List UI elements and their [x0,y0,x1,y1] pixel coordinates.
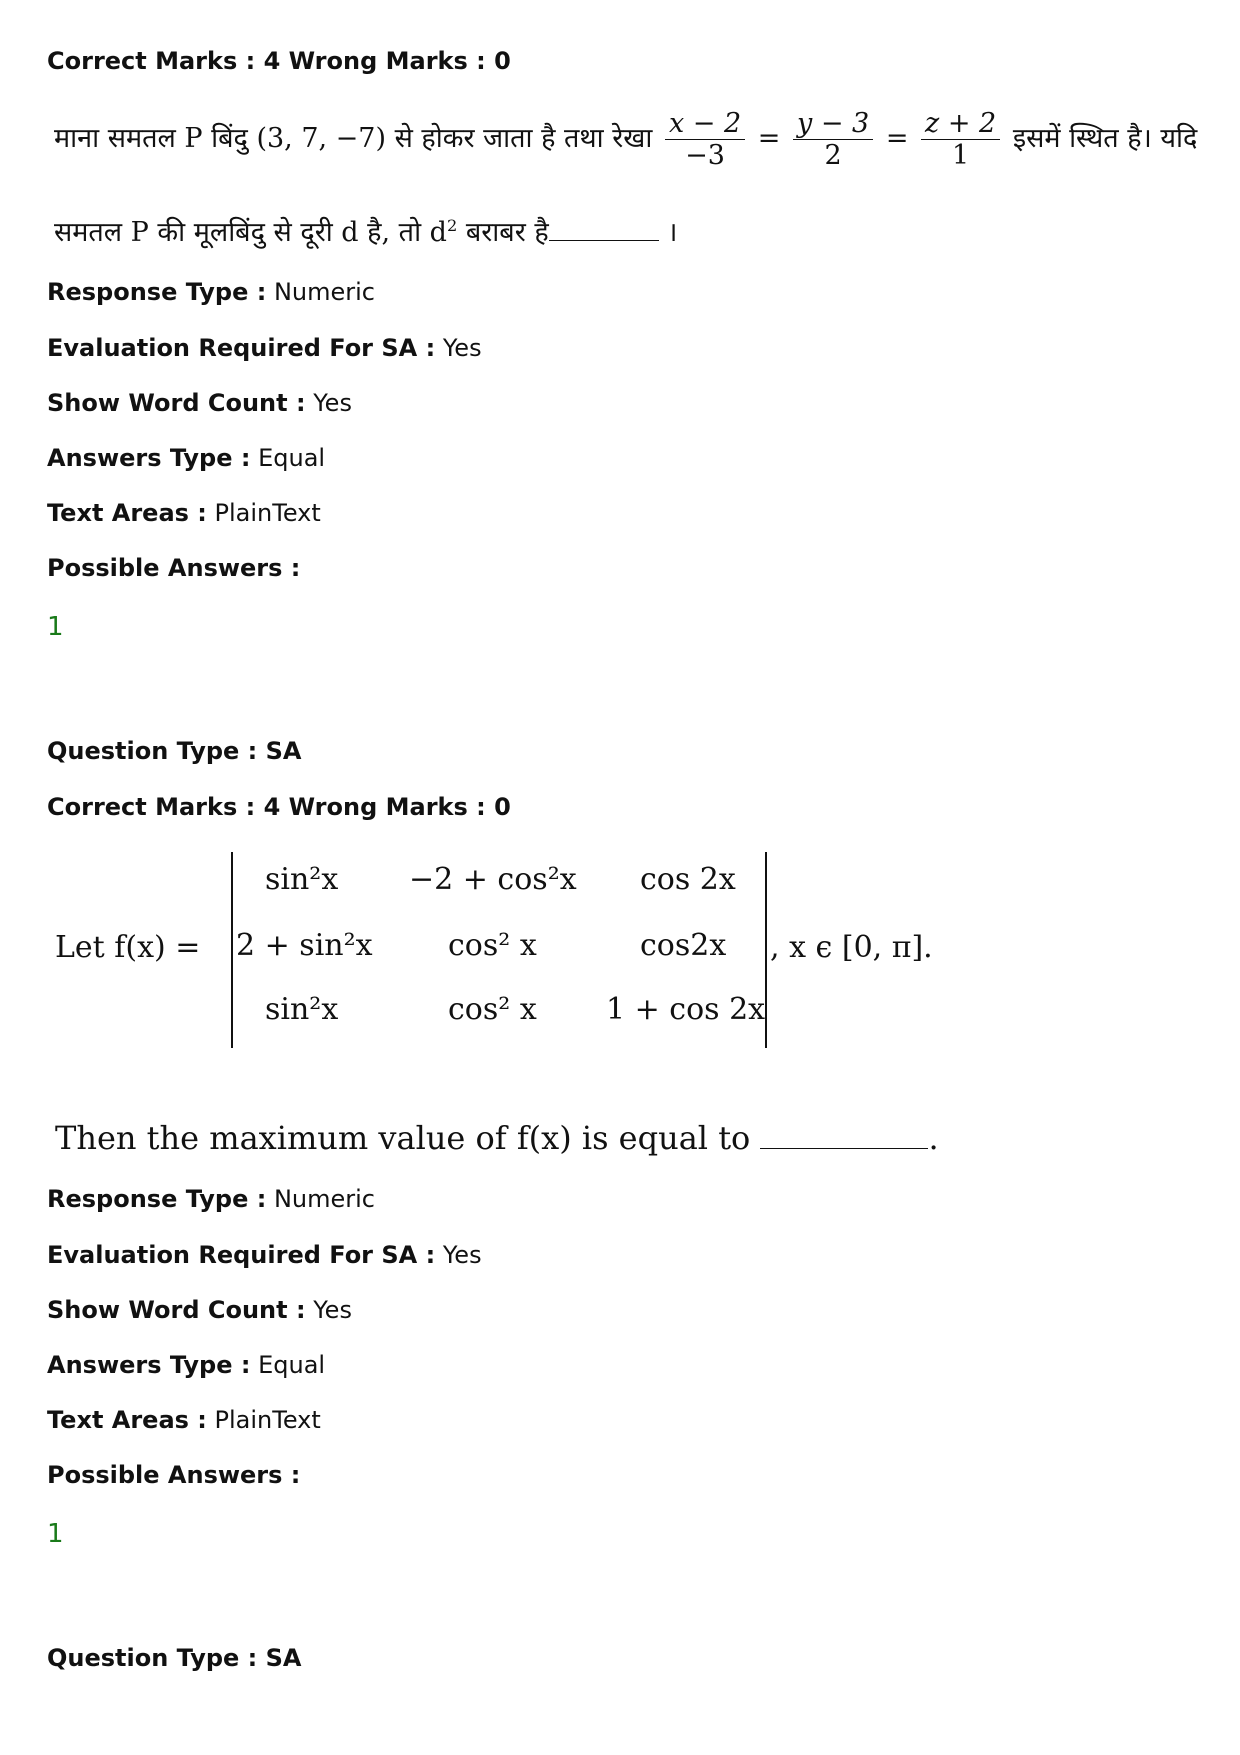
q1-fraction-y: $\frac{y - 3}{2}$ [793,108,873,171]
matrix-cell: sin²x [265,992,339,1027]
determinant-right-bar [765,852,767,1048]
q2-answer-blank [760,1144,928,1149]
q1-fraction-z: $\frac{z + 2}{1}$ [921,108,1000,171]
q2-text-areas: Text Areas : PlainText [47,1406,321,1434]
q1-answers-type: Answers Type : Equal [47,444,326,472]
matrix-cell: cos² x [448,992,537,1027]
q3-question-type: Question Type : SA [47,1644,302,1672]
q1-answer-blank [549,236,659,241]
q1-text-areas: Text Areas : PlainText [47,499,321,527]
q2-question-type: Question Type : SA [47,737,302,765]
matrix-cell: 2 + sin²x [236,928,373,963]
q1-response-type: Response Type : Numeric [47,278,375,306]
matrix-cell: 1 + cos 2x [606,992,766,1027]
q1-word-count: Show Word Count : Yes [47,389,352,417]
q1-fraction-x: $\frac{x - 2}{-3}$ [665,108,745,171]
q2-possible-answers: Possible Answers : [47,1461,301,1489]
q2-question-text: Then the maximum value of f(x) is equal to . [55,1119,939,1157]
q1-statement-line1: माना समतल P बिंदु (3, 7, −7) से होकर जाता है तथा रेखा $\frac{x - 2}{-3}$ = $\frac{y - 3}{2}$ = $\frac{z + 2}{1}$ इसमें स्थित है। यदि [54,108,1198,171]
q2-word-count: Show Word Count : Yes [47,1296,352,1324]
q1-statement-line2: समतल P की मूलबिंदु से दूरी d है, तो $d^2$ बराबर है । [54,216,678,248]
q1-possible-answers: Possible Answers : [47,554,301,582]
q2-evaluation: Evaluation Required For SA : Yes [47,1241,482,1269]
q2-domain: , x ϵ [0, π]. [770,930,933,965]
q2-response-type: Response Type : Numeric [47,1185,375,1213]
matrix-cell: −2 + cos²x [409,862,577,897]
matrix-cell: cos 2x [640,862,736,897]
q2-answer-value: 1 [47,1519,64,1549]
q2-marks: Correct Marks : 4 Wrong Marks : 0 [47,793,511,821]
q2-answers-type: Answers Type : Equal [47,1351,326,1379]
q2-let-label: Let f(x) = [55,930,201,965]
matrix-cell: cos2x [640,928,727,963]
matrix-cell: sin²x [265,862,339,897]
q1-marks: Correct Marks : 4 Wrong Marks : 0 [47,47,511,75]
q1-answer-value: 1 [47,612,64,642]
determinant-left-bar [231,852,233,1048]
matrix-cell: cos² x [448,928,537,963]
q1-evaluation: Evaluation Required For SA : Yes [47,334,482,362]
